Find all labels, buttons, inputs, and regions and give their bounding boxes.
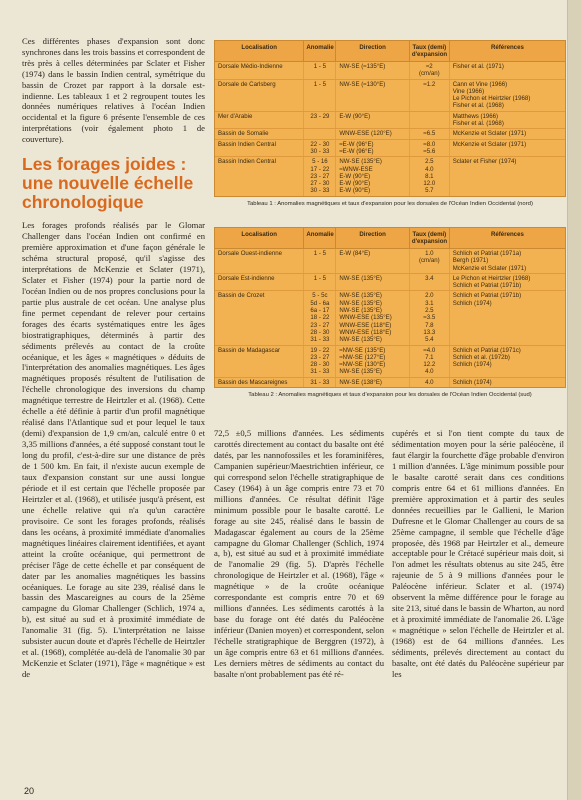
table-row [215,80,565,112]
cell-anomalie: 1 - 5 [304,274,336,291]
cell-anomalie: 1 - 5 [304,249,336,273]
table-2-caption: Tableau 2 : Anomalies magnétiques et taux d'expansion pour les dorsales de l'Océan Indien Occidental (sud) [248,392,532,399]
cell-taux: 4.0 [410,378,450,387]
cell-taux: ≈8.0 ≈5.6 [410,140,450,157]
cell-direction: NW-SE (135°E) ≈WNW-ESE E-W (90°E) E-W (90°E) E-W (90°E) [336,157,410,195]
table-2-block [214,227,566,398]
cell-references: Matthews (1966) Fisher et al. (1968) [452,112,504,128]
cell-anomalie: 31 - 33 [304,378,336,387]
cell-localisation: Mer d'Arabie [215,112,304,129]
header-localisation: Localisation [215,228,304,248]
table-2 [214,227,566,388]
cell-localisation: Bassin Indien Central [215,140,304,157]
cell-localisation: Bassin de Madagascar [215,346,304,377]
cell-anomalie: 19 - 22 23 - 27 28 - 30 31 - 33 [304,346,336,377]
header-localisation: Localisation [215,41,304,61]
cell-localisation: Bassin Indien Central [215,157,304,195]
table-row [215,112,565,130]
cell-direction: E-W (90°E) [336,112,410,129]
table-1-caption: Tableau 1 : Anomalies magnétiques et taux d'expansion pour les dorsales de l'Océan Indien Occidental (nord) [247,200,533,207]
table-row [215,346,565,378]
cell-references: McKenzie et Sclater (1971) [452,130,527,138]
cell-localisation: Dorsale Ouest-indienne [215,249,304,273]
cell-direction: E-W (84°E) [336,249,410,273]
header-anomalie: Anomalie [304,228,336,248]
cell-taux: ≈4.0 7.1 12.2 4.0 [410,346,450,377]
section-title [22,155,205,212]
cell-references: Schlich et Patriat (1971b) Schlich (1974) [452,292,522,307]
header-anomalie: Anomalie [304,41,336,61]
header-direction: Direction [336,228,409,248]
cell-direction: WNW-ESE (120°E) [336,129,410,138]
cell-taux: 3.4 [410,274,450,291]
cell-anomalie: 1 - 5 [304,80,336,111]
cell-localisation: Bassin de Somalie [215,129,304,138]
cell-localisation: Dorsale Médio-Indienne [215,62,304,79]
cell-anomalie [304,129,336,138]
table-row [215,62,565,80]
cell-localisation: Dorsale de Carlsberg [215,80,304,111]
cell-direction: NW-SE (≈130°E) [336,80,410,111]
cell-taux: 1.0 (cm/an) [410,249,450,273]
cell-localisation: Bassin de Crozet [215,291,304,344]
cell-taux: 2.0 3.1 2.5 ≈3.5 7.8 13.3 5.4 [410,291,450,344]
table-row [215,129,565,139]
section-title-line-1: Les forages joides : [22,154,187,175]
cell-anomalie: 23 - 29 [304,112,336,129]
cell-taux: 2.5 4.0 8.1 12.0 5.7 [410,157,450,195]
cell-direction: NW-SE (135°E) [336,274,410,291]
cell-anomalie: 5 - 16 17 - 22 23 - 27 27 - 30 30 - 33 [304,157,336,195]
section-title-line-2: une nouvelle échelle [22,173,194,194]
table-1-block [214,40,566,207]
body-paragraph-middle: 72,5 ±0,5 millions d'années. Les sédiments carottés directement au contact du basalte ont été datés, par les nannofossiles et les foraminifères, Campanien supérieur/Maestrichtien inférieur, ce qui correspond selon l'échelle stratigraphique de Casey (1964) à un âge compris entre 73 et 70 millions d'années. Ce résultat définit l'âge minimum possible pour le basalte carotté. Le forage au site 245, réalisé dans le bassin de Madagascar également au cours de la 25ème campagne du Glomar Challenger (Schlich, 1974 a, b), est situé au sud et à proximité immédiate de l'anomalie 29 (fig. 5). D'après l'échelle chronologique de Heirtzler et al. (1968), l'âge « magnétique » de la croûte océanique correspondante est compris entre 70 et 69 millions d'années. Les sédiments carottés à la base du forage ont été datés du Paléocène inférieur (Danien moyen) et correspondent, selon l'échelle stratigraphique de Berggren (1972), à un âge compris entre 63 et 61 millions d'années. Les derniers mètres de sédiments au contact du basalte n'ont probablement pas été ré- [214,428,384,679]
cell-references: Fisher et al. (1971) [452,63,504,70]
cell-taux: ≈1.2 [410,80,450,111]
table-1 [214,40,566,197]
cell-references: Schlich et Patriat (1971a) Bergh (1971) McKenzie et Sclater (1971) [452,250,527,272]
cell-references: Cann et Vine (1966) Vine (1966) Le Pichon et Heirtzler (1968) Fisher et al. (1968) [452,80,531,110]
cell-references: McKenzie et Sclater (1971) [452,140,527,148]
cell-localisation: Bassin des Mascareignes [215,378,304,387]
table-header-row [215,41,565,62]
cell-anomalie: 5 - 5c 5d - 6a 6a - 17 18 - 22 23 - 27 28 - 30 31 - 33 [304,291,336,344]
table-row [215,274,565,292]
cell-direction: ≈NW-SE (135°E) ≈NW-SE (127°E) ≈NW-SE (130°E) NW-SE (135°E) [336,346,410,377]
cell-direction: NW-SE (≈135°E) [336,62,410,79]
cell-direction: NW-SE (135°E) NW-SE (135°E) NW-SE (135°E) WNW-ESE (135°E) WNW-ESE (118°E) WNW-ESE (118°E) NW-SE (135°E) [336,291,410,344]
table-row [215,157,565,195]
cell-taux: ≈6.5 [410,129,450,138]
header-taux: Taux (demi) d'expansion [410,228,450,248]
cell-references: Sclater et Fisher (1974) [452,158,517,166]
table-row [215,140,565,158]
header-references: Références [490,231,524,238]
cell-direction: ≈E-W (96°E) ≈E-W (96°E) [336,140,410,157]
section-title-line-3: chronologique [22,192,144,213]
left-column [22,36,205,680]
body-paragraph-right: cupérés et si l'on tient compte du taux de sédimentation moyen pour la série paléocène, il faut élargir la fourchette d'âge probable d'environ 1 million d'années. L'âge minimum possible pour le basalte carotté serait dans ces conditions compris entre 64 et 61 millions d'années. En première approximation et à partir des seules données recueillies par le Gallieni, le Marion Dufresne et le Glomar Challenger au cours de sa 25ème campagne, il semble que l'échelle d'âge proposée, dès 1968 par Heirtzler et al., demeure acceptable pour le Crétacé supérieur mais doit, si l'on admet les résultats obtenus au site 245, être rajeunie de 5 à 9 millions d'années pour le Paléocène inférieur. Sclater et al. (1974) observent la même différence pour le forage au site 213, situé dans le bassin de Wharton, au nord et à proximité immédiate de l'anomalie 26. L'âge « magnétique » selon l'échelle de Heirtzler et al. (1968) est de 64 millions d'années. Les sédiments, prélevés directement au contact du basalte, ont été datés du Paléocène supérieur par les [392,428,564,679]
body-paragraph-left: Les forages profonds réalisés par le Glomar Challenger dans l'océan Indien ont confirmé en première approximation et d'une façon générale le schéma structural proposé, qu'il s'agisse des interprétations de McKenzie et Sclater (1971), Sclater et Fisher (1974) pour la partie nord de l'océan Indien ou de nos propres conclusions pour la partie plus australe de cet océan. Une analyse plus fine permet cependant de relever pour certains forages des écarts systématiques entre les âges biostratigraphiques, déterminés à partir des sédiments prélevés au contact de la croûte océanique, et les âges « magnétiques » déduits de l'interprétation des anomalies magnétiques. Les âges magnétiques proposés résultent de l'utilisation de l'échelle chronologique des inversions du champ magnétique terrestre de Heirtzler et al. (1968). Cette échelle a été définie à partir d'un profil magnétique réalisé dans l'Atlantique sud et pour lequel le taux (demi) d'expansion de 1,9 cm/an, calculé entre 0 et 3,35 millions d'années, a été supposé constant tout le long du profil, c'est-à-dire sur une distance de près de 1 500 km. En fait, il n'existe aucun exemple de taux d'expansion constant sur une aussi longue période et il est certain que l'échelle proposée par Heirtzler et al. (1968), et utilisée jusqu'à présent, est une échelle relative qui n'a qu'un caractère provisoire. Ce sont les forages profonds, réalisés dans les océans, à proximité immédiate d'anomalies magnétiques linéaires clairement identifiées, et ayant atteint la croûte océanique, qui permettront de préciser l'âge de cette échelle et par conséquent de dater par les anomalies magnétiques les bassins océaniques. Le forage au site 239, réalisé dans le bassin des Mascareignes au cours de la 25ème campagne du Glomar Challenger (Schlich, 1974 a, b), est situé au sud et à proximité immédiate de l'anomalie 31 (fig. 5). L'interprétation ne laisse subsister aucun doute et d'après l'échelle de Heirtzler et al. (1968), complétée au-delà de l'anomalie 30 par McKenzie et Sclater (1971), l'âge « magnétique » est de [22,220,205,680]
cell-direction: NW-SE (138°E) [336,378,410,387]
cell-localisation: Dorsale Est-indienne [215,274,304,291]
header-taux: Taux (demi) d'expansion [410,41,450,61]
cell-taux [410,112,450,129]
table-header-row [215,228,565,249]
table-row [215,249,565,274]
cell-references: Schlich (1974) [452,378,492,386]
adjacent-page-edge [567,0,581,800]
intro-paragraph: Ces différentes phases d'expansion sont donc synchrones dans les trois bassins et correspondent de très près à celles déterminées par Sclater et Fisher (1974) dans le bassin Indien central, symétrique du bassin de Crozet par rapport à la dorsale est-indienne. Les tableaux 1 et 2 regroupent toutes les données numériques relatives à l'océan Indien occidental et la figure 6 présente l'ensemble de ces interprétations (voir également photo 1 de couverture). [22,36,205,145]
cell-anomalie: 22 - 30 30 - 33 [304,140,336,157]
page-number: 20 [24,786,35,796]
cell-taux: ≈2 (cm/an) [410,62,450,79]
table-row [215,291,565,345]
table-row [215,378,565,387]
cell-references: Le Pichon et Heirtzler (1968) Schlich et Patriat (1971b) [452,274,531,290]
cell-references: Schlich et Patriat (1971c) Schlich et al. (1972b) Schlich (1974) [452,346,521,369]
cell-anomalie: 1 - 5 [304,62,336,79]
header-direction: Direction [336,41,409,61]
header-references: Références [490,44,524,51]
